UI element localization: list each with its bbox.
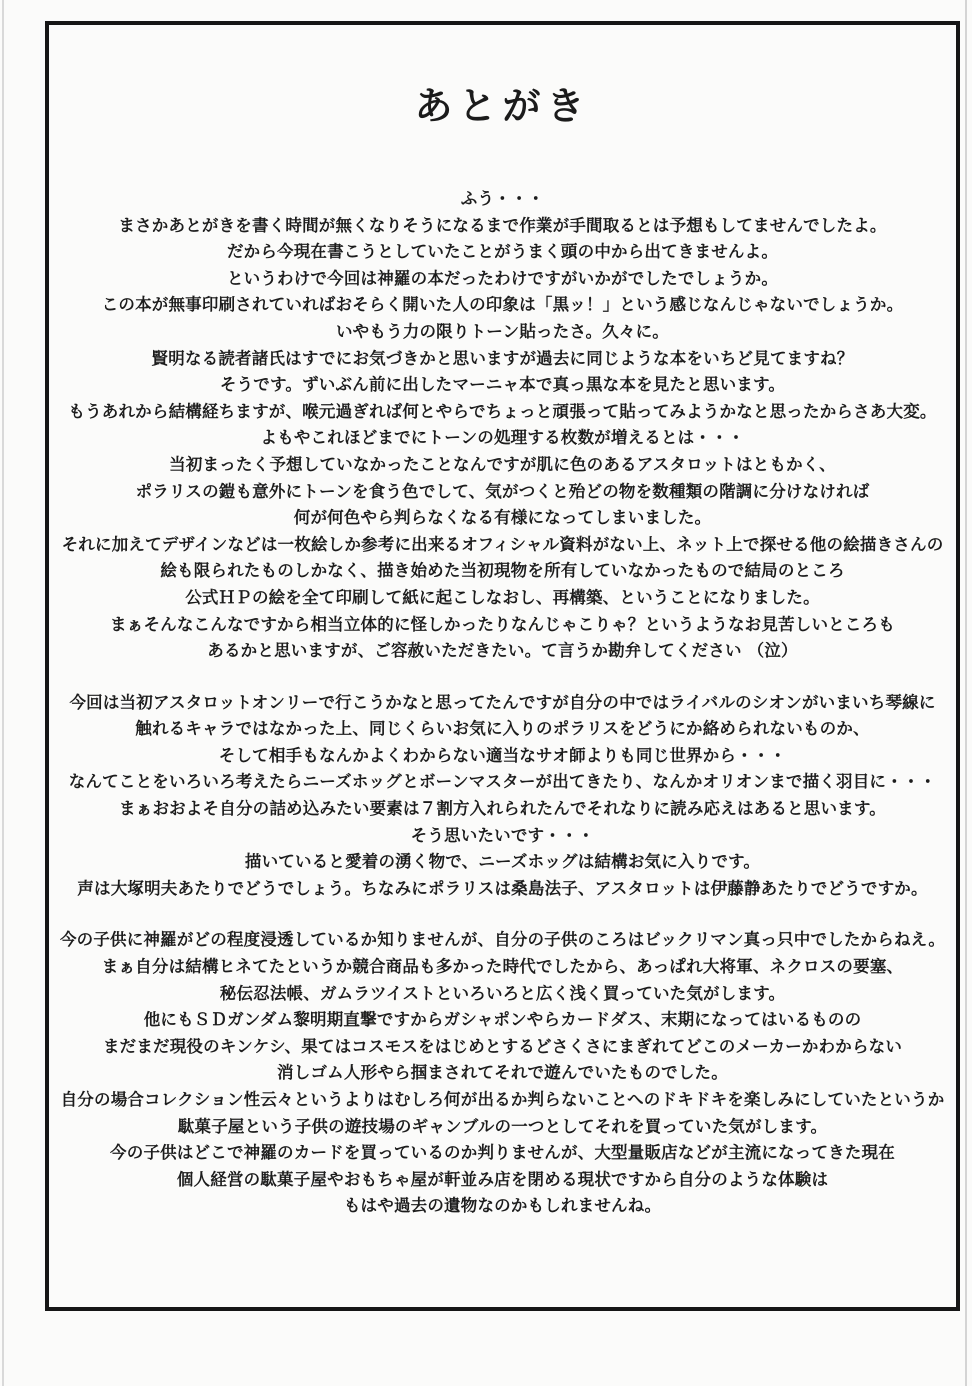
- text-line: 触れるキャラではなかった上、同じくらいお気に入りのポラリスをどうにか絡められないものか、: [135, 719, 870, 739]
- text-line: 公式ＨＰの絵を全て印刷して紙に起こしなおし、再構築、ということになりました。: [185, 587, 820, 607]
- text-line: そう思いたいです・・・: [410, 825, 595, 845]
- text-line: まさかあとがきを書く時間が無くなりそうになるまで作業が手間取るとは予想もしてませんでしたよ。: [118, 215, 887, 235]
- scan-edge-left: [2, 0, 4, 1386]
- text-line: あるかと思いますが、ご容赦いただきたい。て言うか勘弁してください （泣）: [207, 641, 798, 661]
- paragraph-childhood-cards: [49, 927, 956, 1220]
- paragraph-intro-tone-work: [49, 186, 956, 665]
- text-line: なんてことをいろいろ考えたらニーズホッグとボーンマスターが出てきたり、なんかオリオンまで描く羽目に・・・: [68, 772, 937, 792]
- text-line: もうあれから結構経ちますが、喉元過ぎれば何とやらでちょっと頑張って貼ってみようかなと思ったからさあ大変。: [68, 401, 937, 421]
- text-line: 駄菓子屋という子供の遊技場のギャンブルの一つとしてそれを買っていた気がします。: [177, 1116, 828, 1136]
- text-line: 絵も限られたものしかなく、描き始めた当初現物を所有していなかったもので結局のところ: [160, 561, 845, 581]
- text-line: 今回は当初アスタロットオンリーで行こうかなと思ってたんですが自分の中ではライバルのシオンがいまいち琴線に: [69, 692, 936, 712]
- text-line: いやもう力の限りトーン貼ったさ。久々に。: [335, 321, 669, 341]
- scan-edge-right: [965, 0, 967, 1386]
- text-line: 描いていると愛着の湧く物で、ニーズホッグは結構お気に入りです。: [244, 852, 761, 872]
- afterword-text: [49, 186, 956, 1220]
- text-line: ポラリスの鎧も意外にトーンを食う色でして、気がつくと殆どの物を数種類の階調に分けなければ: [135, 481, 870, 501]
- text-line: ふう・・・: [460, 189, 545, 208]
- text-line: 個人経営の駄菓子屋やおもちゃ屋が軒並み店を閉める現状ですから自分のような体験は: [176, 1169, 829, 1189]
- text-line: 声は大塚明夫あたりでどうでしょう。ちなみにポラリスは桑島法子、アスタロットは伊藤静あたりでどうですか。: [77, 878, 928, 898]
- text-line: 秘伝忍法帳、ガムラツイストといろいろと広く浅く買っていた気がします。: [219, 983, 786, 1003]
- text-line: まぁそんなこんなですから相当立体的に怪しかったりなんじゃこりゃ？というようなお見苦しいところも: [110, 614, 895, 634]
- text-line: まぁおおよそ自分の詰め込みたい要素は７割方入れられたんでそれなりに読み応えはあると思います。: [119, 799, 886, 819]
- page-title: あとがき: [414, 84, 591, 128]
- text-line: そして相手もなんかよくわからない適当なサオ師よりも同じ世界から・・・: [218, 745, 787, 765]
- text-line: それに加えてデザインなどは一枚絵しか参考に出来るオフィシャル資料がない上、ネット上で探せる他の絵描きさんの: [61, 534, 944, 554]
- text-line: 当初まったく予想していなかったことなんですが肌に色のあるアスタロットはともかく、: [169, 454, 836, 474]
- text-line: そうです。ずいぶん前に出したマーニャ本で真っ黒な本を見たと思います。: [219, 375, 786, 395]
- text-line: だから今現在書こうとしていたことがうまく頭の中から出てきませんよ。: [226, 242, 779, 262]
- paragraph-characters: [49, 690, 956, 903]
- text-line: もはや過去の遺物なのかもしれませんね。: [343, 1196, 662, 1216]
- text-line: 消しゴム人形やら掴まされてそれで遊んでいたものでした。: [277, 1063, 728, 1083]
- text-line: 何が何色やら判らなくなる有様になってしまいました。: [293, 508, 712, 528]
- text-line: というわけで今回は神羅の本だったわけですがいかがでしたでしょうか。: [226, 268, 779, 288]
- text-line: よもやこれほどまでにトーンの処理する枚数が増えるとは・・・: [260, 428, 745, 448]
- text-line: 賢明なる読者諸氏はすでにお気づきかと思いますが過去に同じような本をいちど見てますね？: [151, 348, 854, 368]
- text-line: この本が無事印刷されていればおそらく開いた人の印象は「黒ッ！」という感じなんじゃないでしょうか。: [101, 295, 904, 315]
- text-line: 今の子供はどこで神羅のカードを買っているのか判りませんが、大型量販店などが主流になってきた現在: [110, 1143, 895, 1163]
- text-line: 他にもＳＤガンダム黎明期直撃ですからガシャポンやらカードダス、末期になってはいるものの: [143, 1010, 862, 1030]
- text-line: 自分の場合コレクション性云々というよりはむしろ何が出るか判らないことへのドキドキを楽しみにしていたというか: [60, 1090, 945, 1109]
- text-line: 今の子供に神羅がどの程度浸透しているか知りませんが、自分の子供のころはビックリマン真っ只中でしたからねえ。: [59, 930, 946, 950]
- text-line: まだまだ現役のキンケシ、果てはコスモスをはじめとするどさくさにまぎれてどこのメーカーかわからない: [102, 1036, 903, 1056]
- text-line: まぁ自分は結構ヒネてたというか競合商品も多かった時代でしたから、あっぱれ大将軍、ネクロスの要塞、: [101, 957, 904, 977]
- page-border-frame: [45, 21, 960, 1311]
